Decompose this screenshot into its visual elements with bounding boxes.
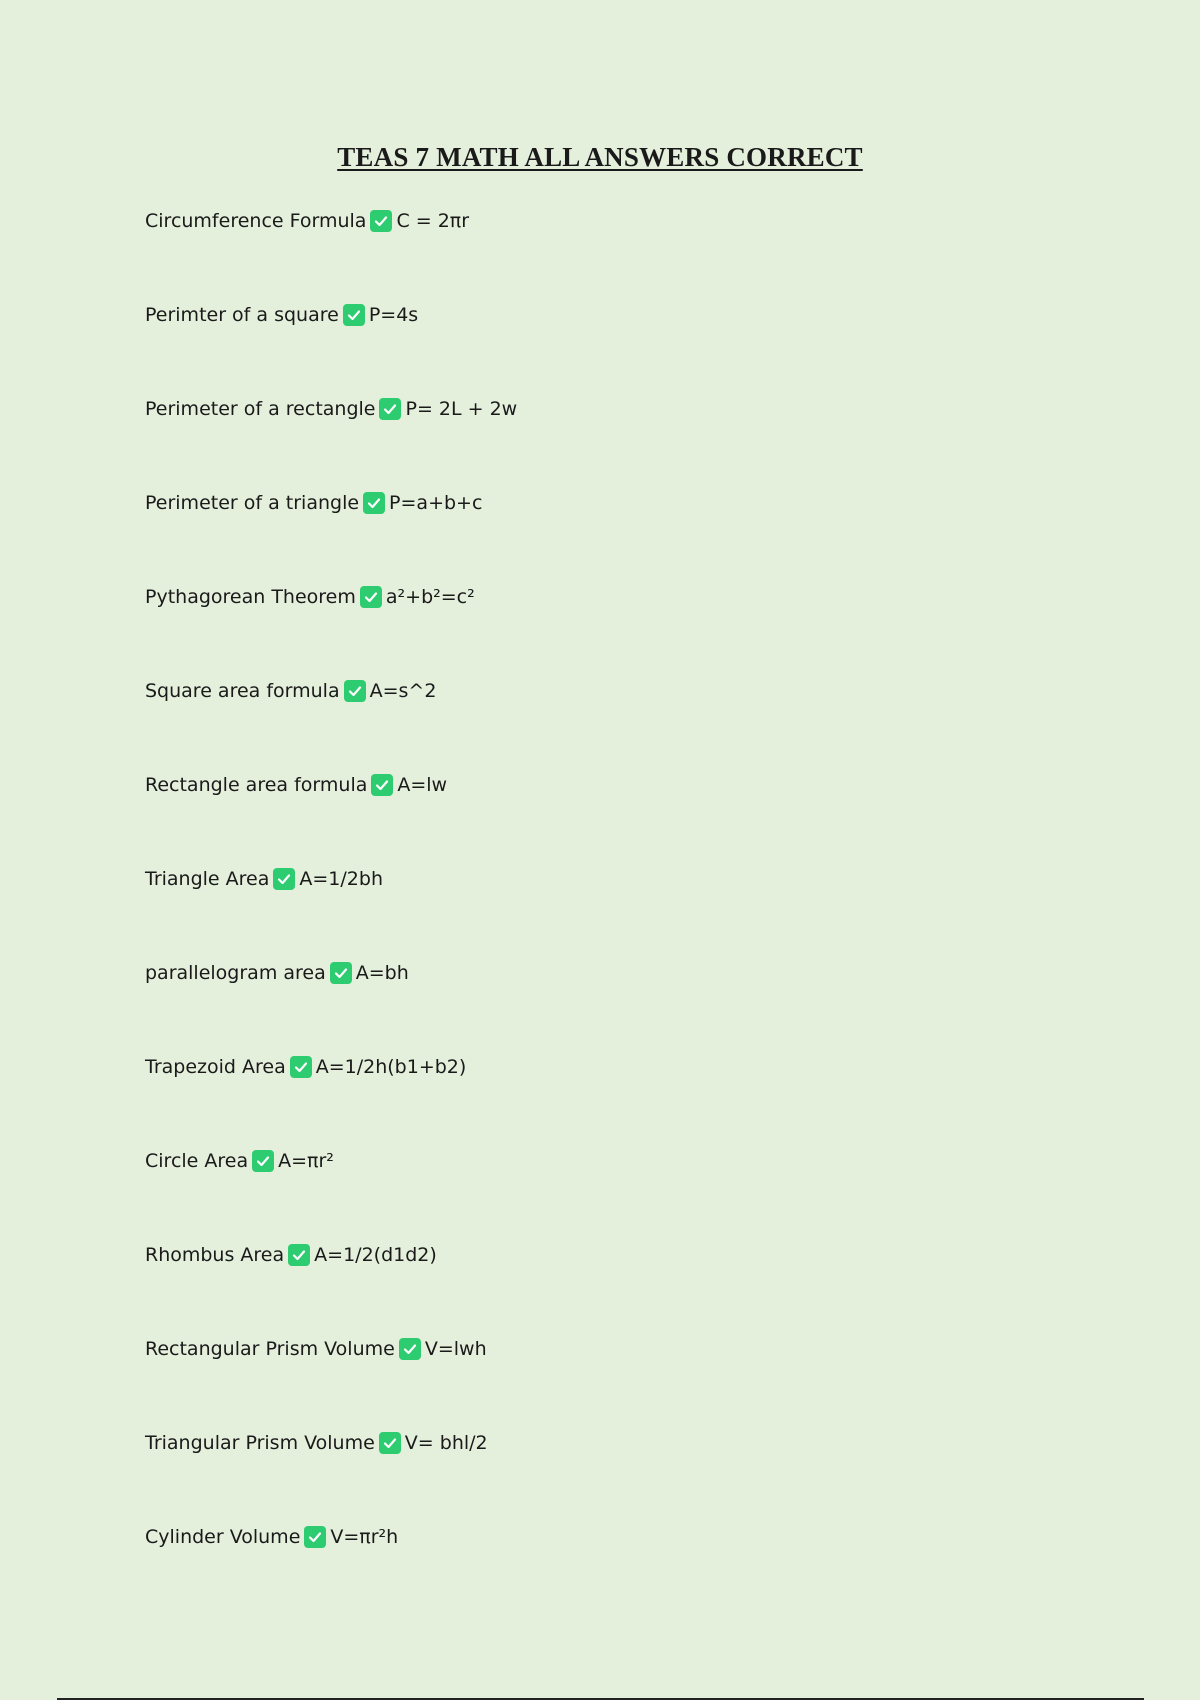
- item-answer: A=lw: [397, 774, 448, 796]
- item-term: Circle Area: [145, 1150, 249, 1172]
- item-term: Perimeter of a triangle: [145, 492, 360, 514]
- item-answer: A=1/2h(b1+b2): [315, 1056, 467, 1078]
- list-item: [145, 1523, 517, 1617]
- item-answer: V=lwh: [424, 1338, 487, 1360]
- list-item: [145, 771, 517, 865]
- item-term: Pythagorean Theorem: [145, 586, 356, 608]
- item-term: Perimter of a square: [145, 304, 339, 326]
- list-item: [145, 1053, 517, 1147]
- check-icon: [330, 962, 352, 984]
- list-item: [145, 1241, 517, 1335]
- list-item: [145, 1147, 517, 1241]
- check-icon: [304, 1526, 326, 1548]
- item-term: Square area formula: [145, 680, 340, 702]
- list-item: [145, 395, 517, 489]
- item-term: Cylinder Volume: [145, 1526, 301, 1548]
- list-item: [145, 207, 517, 301]
- list-item: [145, 677, 517, 771]
- check-icon: [290, 1056, 312, 1078]
- list-item: [145, 865, 517, 959]
- item-answer: A=s^2: [369, 680, 437, 702]
- item-answer: V= bhl/2: [404, 1432, 488, 1454]
- check-icon: [252, 1150, 274, 1172]
- item-answer: a²+b²=c²: [385, 586, 475, 608]
- list-item: [145, 301, 517, 395]
- check-icon: [273, 868, 295, 890]
- item-term: Rectangle area formula: [145, 774, 368, 796]
- item-term: Rectangular Prism Volume: [145, 1338, 395, 1360]
- check-icon: [379, 398, 401, 420]
- item-term: Triangle Area: [145, 868, 270, 890]
- item-term: Rhombus Area: [145, 1244, 285, 1266]
- check-icon: [371, 774, 393, 796]
- item-answer: A=1/2bh: [299, 868, 383, 890]
- check-icon: [360, 586, 382, 608]
- check-icon: [363, 492, 385, 514]
- item-answer: P=a+b+c: [389, 492, 483, 514]
- item-term: Perimeter of a rectangle: [145, 398, 376, 420]
- list-item: [145, 959, 517, 1053]
- item-answer: C = 2πr: [396, 210, 470, 232]
- item-answer: P=4s: [368, 304, 419, 326]
- item-term: parallelogram area: [145, 962, 326, 984]
- flashcard-list: [145, 207, 517, 1617]
- check-icon: [343, 304, 365, 326]
- item-answer: A=πr²: [278, 1150, 334, 1172]
- list-item: [145, 1429, 517, 1523]
- check-icon: [344, 680, 366, 702]
- item-answer: A=1/2(d1d2): [314, 1244, 437, 1266]
- item-answer: V=πr²h: [330, 1526, 399, 1548]
- page-title: TEAS 7 MATH ALL ANSWERS CORRECT: [337, 142, 863, 172]
- check-icon: [288, 1244, 310, 1266]
- list-item: [145, 489, 517, 583]
- check-icon: [379, 1432, 401, 1454]
- item-term: Trapezoid Area: [145, 1056, 286, 1078]
- list-item: [145, 1335, 517, 1429]
- item-term: Circumference Formula: [145, 210, 367, 232]
- item-answer: P= 2L + 2w: [405, 398, 518, 420]
- check-icon: [399, 1338, 421, 1360]
- item-answer: A=bh: [355, 962, 409, 984]
- list-item: [145, 583, 517, 677]
- item-term: Triangular Prism Volume: [145, 1432, 375, 1454]
- check-icon: [370, 210, 392, 232]
